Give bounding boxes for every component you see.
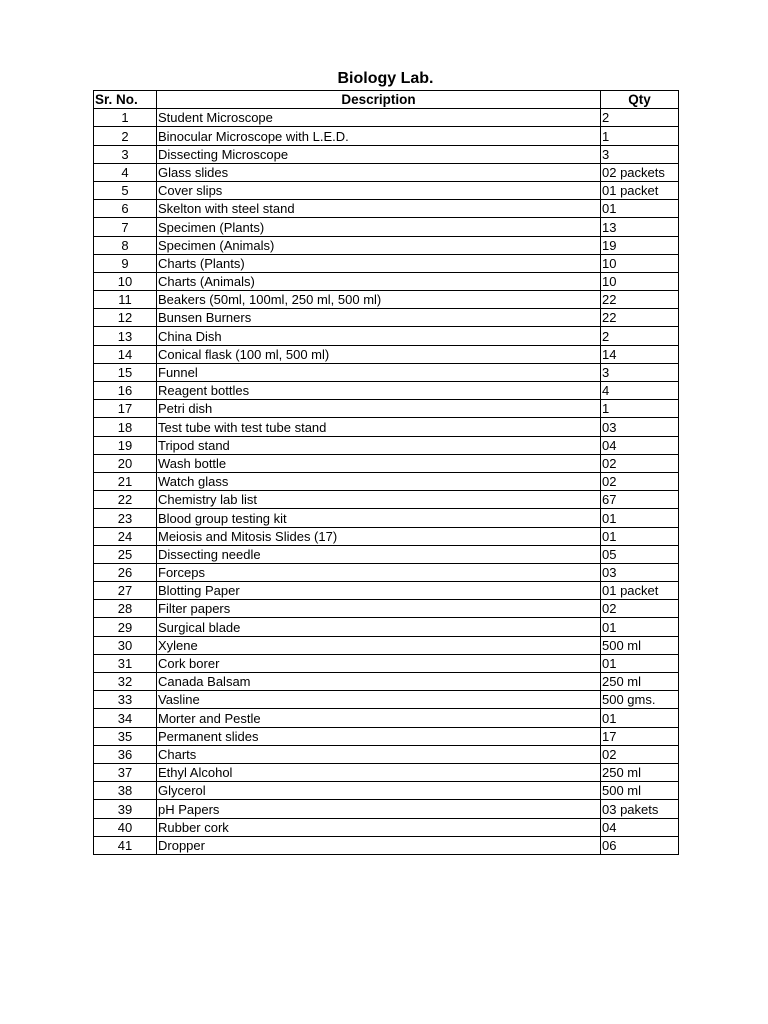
description-cell: Glycerol	[157, 782, 601, 800]
sr-no-cell: 20	[94, 454, 157, 472]
sr-no-cell: 26	[94, 563, 157, 581]
sr-no-cell: 12	[94, 309, 157, 327]
table-row	[94, 563, 679, 581]
description-cell: Blotting Paper	[157, 582, 601, 600]
description-cell: pH Papers	[157, 800, 601, 818]
description-cell: Wash bottle	[157, 454, 601, 472]
qty-cell: 02	[601, 454, 679, 472]
sr-no-cell: 25	[94, 545, 157, 563]
table-row	[94, 454, 679, 472]
sr-no-cell: 6	[94, 200, 157, 218]
qty-cell: 02	[601, 600, 679, 618]
header-sr-no: Sr. No.	[94, 91, 157, 109]
qty-cell: 67	[601, 491, 679, 509]
qty-cell: 03	[601, 563, 679, 581]
description-cell: Meiosis and Mitosis Slides (17)	[157, 527, 601, 545]
qty-cell: 4	[601, 382, 679, 400]
qty-cell: 10	[601, 254, 679, 272]
table-row	[94, 818, 679, 836]
sr-no-cell: 11	[94, 291, 157, 309]
qty-cell: 01	[601, 509, 679, 527]
description-cell: Cork borer	[157, 654, 601, 672]
table-row	[94, 763, 679, 781]
description-cell: Chemistry lab list	[157, 491, 601, 509]
table-row	[94, 327, 679, 345]
description-cell: Dropper	[157, 836, 601, 854]
table-row	[94, 418, 679, 436]
description-cell: Vasline	[157, 691, 601, 709]
qty-cell: 17	[601, 727, 679, 745]
qty-cell: 1	[601, 127, 679, 145]
description-cell: Charts (Animals)	[157, 272, 601, 290]
table-row	[94, 636, 679, 654]
sr-no-cell: 17	[94, 400, 157, 418]
description-cell: Ethyl Alcohol	[157, 763, 601, 781]
sr-no-cell: 14	[94, 345, 157, 363]
description-cell: Specimen (Animals)	[157, 236, 601, 254]
qty-cell: 01	[601, 200, 679, 218]
table-row	[94, 309, 679, 327]
sr-no-cell: 7	[94, 218, 157, 236]
table-row	[94, 491, 679, 509]
sr-no-cell: 34	[94, 709, 157, 727]
description-cell: Bunsen Burners	[157, 309, 601, 327]
table-row	[94, 527, 679, 545]
table-row	[94, 582, 679, 600]
table-body	[94, 109, 679, 855]
qty-cell: 500 ml	[601, 636, 679, 654]
sr-no-cell: 38	[94, 782, 157, 800]
sr-no-cell: 41	[94, 836, 157, 854]
description-cell: Reagent bottles	[157, 382, 601, 400]
sr-no-cell: 24	[94, 527, 157, 545]
table-row	[94, 127, 679, 145]
description-cell: Specimen (Plants)	[157, 218, 601, 236]
table-row	[94, 345, 679, 363]
description-cell: Cover slips	[157, 181, 601, 199]
description-cell: Canada Balsam	[157, 673, 601, 691]
sr-no-cell: 4	[94, 163, 157, 181]
sr-no-cell: 9	[94, 254, 157, 272]
qty-cell: 03 pakets	[601, 800, 679, 818]
sr-no-cell: 1	[94, 109, 157, 127]
qty-cell: 01 packet	[601, 181, 679, 199]
sr-no-cell: 15	[94, 363, 157, 381]
sr-no-cell: 28	[94, 600, 157, 618]
description-cell: Watch glass	[157, 472, 601, 490]
table-row	[94, 436, 679, 454]
table-row	[94, 400, 679, 418]
table-row	[94, 181, 679, 199]
qty-cell: 250 ml	[601, 673, 679, 691]
table-row	[94, 782, 679, 800]
table-row	[94, 109, 679, 127]
qty-cell: 22	[601, 309, 679, 327]
description-cell: Charts (Plants)	[157, 254, 601, 272]
sr-no-cell: 36	[94, 745, 157, 763]
table-row	[94, 509, 679, 527]
table-row	[94, 691, 679, 709]
qty-cell: 02	[601, 745, 679, 763]
table-row	[94, 745, 679, 763]
qty-cell: 1	[601, 400, 679, 418]
table-row	[94, 254, 679, 272]
table-row	[94, 382, 679, 400]
description-cell: Petri dish	[157, 400, 601, 418]
qty-cell: 250 ml	[601, 763, 679, 781]
qty-cell: 13	[601, 218, 679, 236]
table-row	[94, 600, 679, 618]
description-cell: Blood group testing kit	[157, 509, 601, 527]
table-row	[94, 800, 679, 818]
table-row	[94, 272, 679, 290]
sr-no-cell: 23	[94, 509, 157, 527]
sr-no-cell: 22	[94, 491, 157, 509]
qty-cell: 06	[601, 836, 679, 854]
inventory-table	[93, 90, 679, 855]
sr-no-cell: 19	[94, 436, 157, 454]
description-cell: Surgical blade	[157, 618, 601, 636]
qty-cell: 10	[601, 272, 679, 290]
sr-no-cell: 5	[94, 181, 157, 199]
sr-no-cell: 30	[94, 636, 157, 654]
qty-cell: 02	[601, 472, 679, 490]
qty-cell: 02 packets	[601, 163, 679, 181]
header-qty: Qty	[601, 91, 679, 109]
table-row	[94, 836, 679, 854]
description-cell: Student Microscope	[157, 109, 601, 127]
sr-no-cell: 33	[94, 691, 157, 709]
table-row	[94, 545, 679, 563]
table-row	[94, 200, 679, 218]
table-row	[94, 654, 679, 672]
table-row	[94, 618, 679, 636]
table-row	[94, 218, 679, 236]
description-cell: Rubber cork	[157, 818, 601, 836]
sr-no-cell: 32	[94, 673, 157, 691]
qty-cell: 22	[601, 291, 679, 309]
sr-no-cell: 29	[94, 618, 157, 636]
table-row	[94, 163, 679, 181]
qty-cell: 01	[601, 654, 679, 672]
qty-cell: 04	[601, 818, 679, 836]
sr-no-cell: 21	[94, 472, 157, 490]
description-cell: Funnel	[157, 363, 601, 381]
sr-no-cell: 3	[94, 145, 157, 163]
qty-cell: 05	[601, 545, 679, 563]
description-cell: Skelton with steel stand	[157, 200, 601, 218]
sr-no-cell: 13	[94, 327, 157, 345]
sr-no-cell: 40	[94, 818, 157, 836]
sr-no-cell: 37	[94, 763, 157, 781]
header-description: Description	[157, 91, 601, 109]
description-cell: Test tube with test tube stand	[157, 418, 601, 436]
qty-cell: 3	[601, 363, 679, 381]
sr-no-cell: 16	[94, 382, 157, 400]
sr-no-cell: 8	[94, 236, 157, 254]
qty-cell: 3	[601, 145, 679, 163]
qty-cell: 03	[601, 418, 679, 436]
table-row	[94, 727, 679, 745]
sr-no-cell: 31	[94, 654, 157, 672]
description-cell: Conical flask (100 ml, 500 ml)	[157, 345, 601, 363]
sr-no-cell: 10	[94, 272, 157, 290]
sr-no-cell: 2	[94, 127, 157, 145]
description-cell: Beakers (50ml, 100ml, 250 ml, 500 ml)	[157, 291, 601, 309]
description-cell: China Dish	[157, 327, 601, 345]
qty-cell: 14	[601, 345, 679, 363]
qty-cell: 04	[601, 436, 679, 454]
description-cell: Filter papers	[157, 600, 601, 618]
qty-cell: 01	[601, 527, 679, 545]
table-row	[94, 236, 679, 254]
description-cell: Charts	[157, 745, 601, 763]
page-title: Biology Lab.	[337, 70, 434, 87]
qty-cell: 01 packet	[601, 582, 679, 600]
qty-cell: 2	[601, 327, 679, 345]
description-cell: Binocular Microscope with L.E.D.	[157, 127, 601, 145]
sr-no-cell: 35	[94, 727, 157, 745]
description-cell: Glass slides	[157, 163, 601, 181]
qty-cell: 01	[601, 709, 679, 727]
table-row	[94, 363, 679, 381]
description-cell: Dissecting Microscope	[157, 145, 601, 163]
description-cell: Permanent slides	[157, 727, 601, 745]
table-row	[94, 145, 679, 163]
table-row	[94, 673, 679, 691]
table-row	[94, 709, 679, 727]
qty-cell: 500 gms.	[601, 691, 679, 709]
description-cell: Tripod stand	[157, 436, 601, 454]
header-row	[94, 91, 679, 109]
qty-cell: 01	[601, 618, 679, 636]
description-cell: Dissecting needle	[157, 545, 601, 563]
description-cell: Morter and Pestle	[157, 709, 601, 727]
sr-no-cell: 27	[94, 582, 157, 600]
sr-no-cell: 18	[94, 418, 157, 436]
qty-cell: 19	[601, 236, 679, 254]
description-cell: Forceps	[157, 563, 601, 581]
table-row	[94, 291, 679, 309]
qty-cell: 2	[601, 109, 679, 127]
table-row	[94, 472, 679, 490]
table-header	[94, 91, 679, 109]
sr-no-cell: 39	[94, 800, 157, 818]
description-cell: Xylene	[157, 636, 601, 654]
qty-cell: 500 ml	[601, 782, 679, 800]
